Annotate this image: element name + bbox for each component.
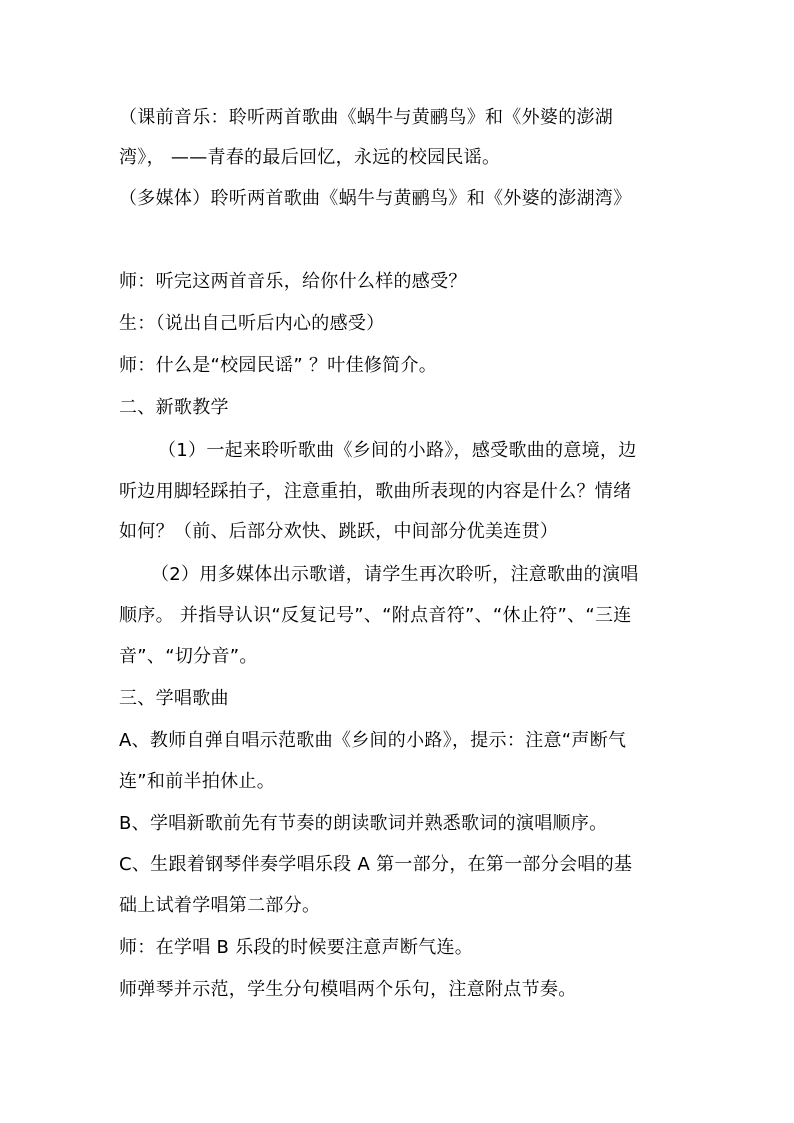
text-line: 师弹琴并示范，学生分句模唱两个乐句，注意附点节奏。 xyxy=(119,979,577,1000)
text-line: （课前音乐：聆听两首歌曲《蜗牛与黄鹂鸟》和《外婆的澎湖 xyxy=(119,107,614,128)
section-heading: 三、学唱歌曲 xyxy=(119,688,229,709)
text-line: 音”、“切分音”。 xyxy=(119,646,258,667)
text-line: C、生跟着钢琴伴奏学唱乐段 A 第一部分，在第一部分会唱的基 xyxy=(119,854,633,875)
text-line: 顺序。 并指导认识“反复记号”、“附点音符”、“休止符”、“三连 xyxy=(119,605,632,626)
text-line: 师：什么是“校园民谣” ？叶佳修简介。 xyxy=(119,355,438,376)
text-line: A、教师自弹自唱示范歌曲《乡间的小路》，提示：注意“声断气 xyxy=(119,730,627,751)
text-line: 湾》， ——青春的最后回忆，永远的校园民谣。 xyxy=(119,147,501,168)
text-line: （1）一起来聆听歌曲《乡间的小路》，感受歌曲的意境，边 xyxy=(158,440,637,461)
text-line: 础上试着学唱第二部分。 xyxy=(119,895,321,916)
section-heading: 二、新歌教学 xyxy=(119,397,229,418)
text-line: 师：听完这两首音乐，给你什么样的感受？ xyxy=(119,271,467,292)
text-line: 听边用脚轻踩拍子，注意重拍，歌曲所表现的内容是什么？情绪 xyxy=(119,481,632,502)
text-line: 生：（说出自己听后内心的感受） xyxy=(119,313,385,334)
text-line: B、学唱新歌前先有节奏的朗读歌词并熟悉歌词的演唱顺序。 xyxy=(119,813,608,834)
text-line: 连”和前半拍休止。 xyxy=(119,771,276,792)
text-line: （2）用多媒体出示歌谱，请学生再次聆听，注意歌曲的演唱 xyxy=(151,564,639,585)
text-line: 如何？（前、后部分欢快、跳跃，中间部分优美连贯） xyxy=(119,521,559,542)
text-line: （多媒体）聆听两首歌曲《蜗牛与黄鹂鸟》和《外婆的澎湖湾》 xyxy=(119,188,632,209)
text-line: 师：在学唱 B 乐段的时候要注意声断气连。 xyxy=(119,937,474,958)
